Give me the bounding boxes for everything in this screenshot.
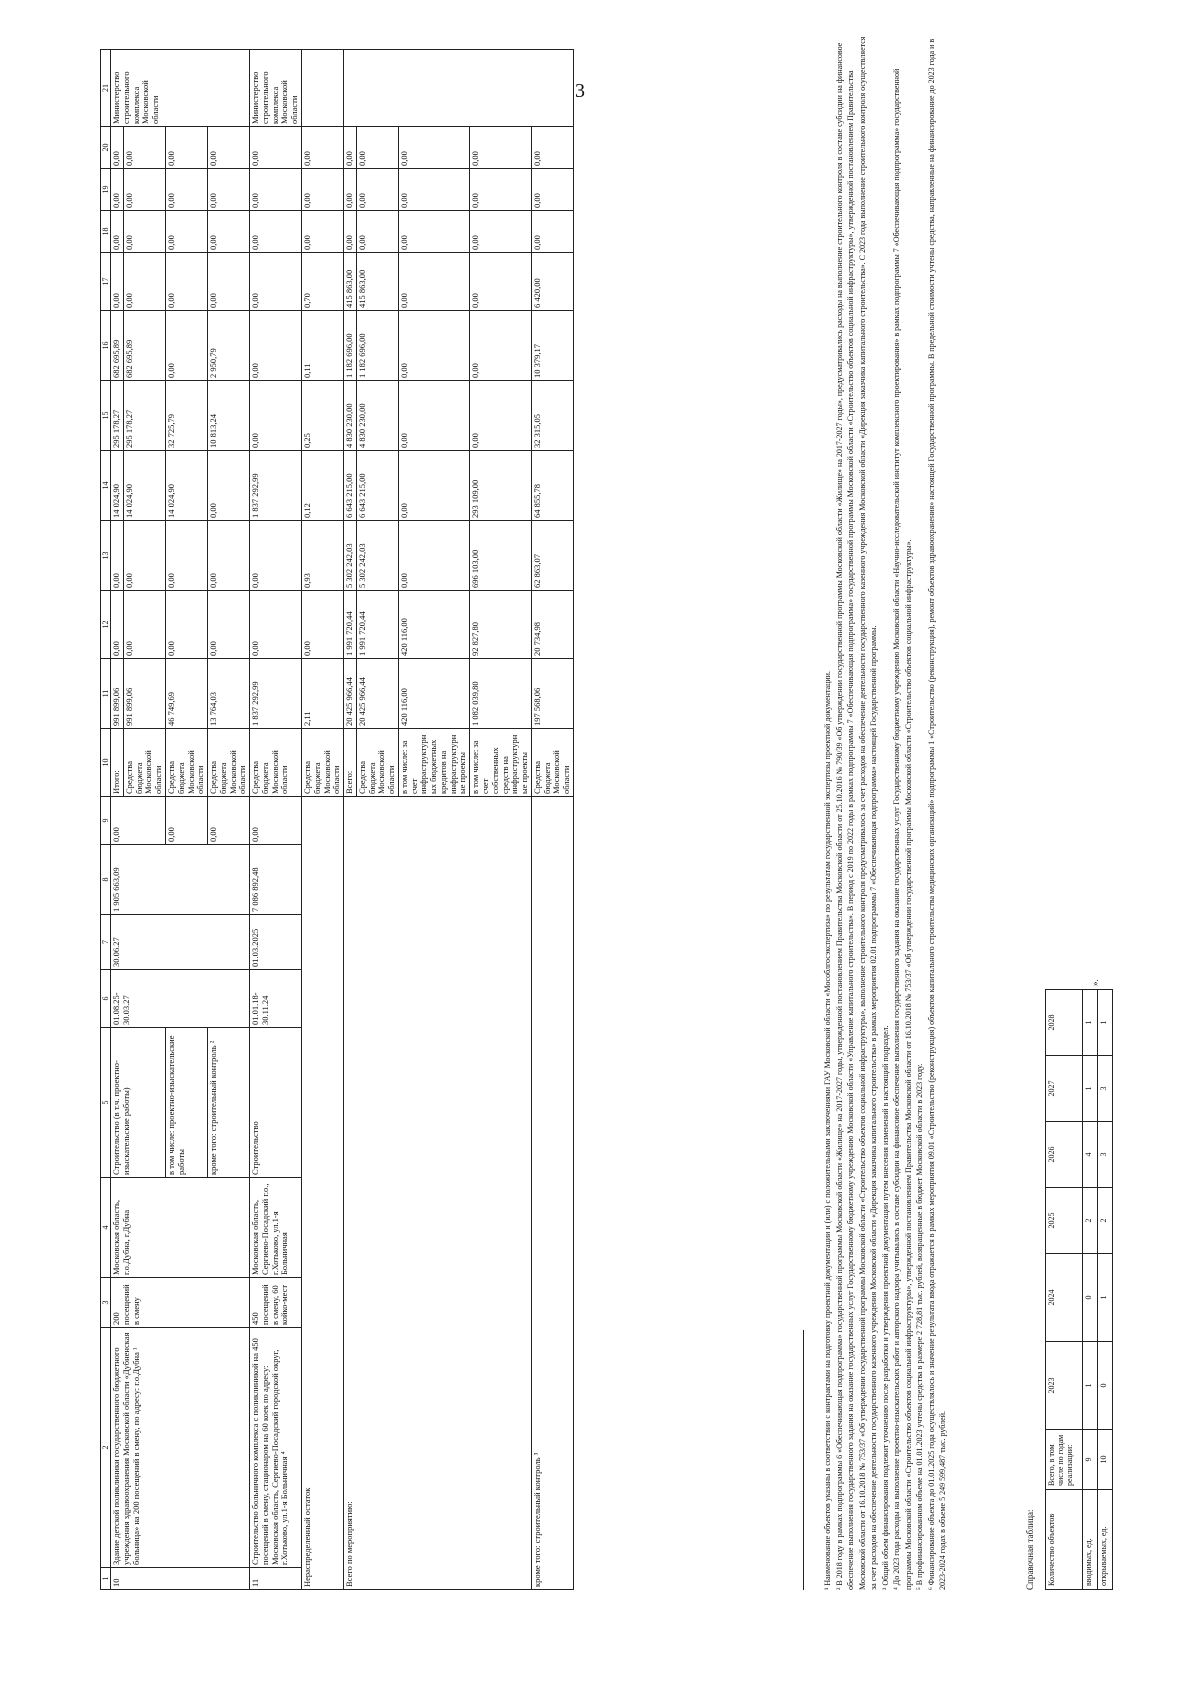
amount-cell: 2 950,79 — [208, 311, 250, 381]
reference-cell: 10 — [1098, 1430, 1113, 1490]
amount-cell: 1 182 696,00 — [356, 311, 398, 381]
amount-cell: 1 082 039,80 — [470, 659, 532, 729]
amount-cell: 0,00 — [344, 169, 357, 211]
amount-cell: 0,00 — [250, 381, 302, 451]
column-number: 3 — [101, 1278, 111, 1328]
amount-cell: 0,00 — [166, 127, 208, 169]
amount-cell: 0,00 — [250, 521, 302, 591]
reference-cell: вводимых, ед. — [1083, 1490, 1098, 1590]
amount-cell: 0,00 — [470, 381, 532, 451]
object-name: Здание детской поликлиники государственного бюджетного учреждения здравоохранения Московской области «Дубненская больница» на 200 посещений в смену, по адресу: г.о.Дубна ¹ — [111, 1328, 250, 1568]
reference-table-title: Справочная таблица: — [1025, 1509, 1035, 1590]
amount-cell: 92 827,80 — [470, 591, 532, 659]
reference-cell: 2 — [1098, 1188, 1113, 1254]
amount-cell: 0,00 — [398, 253, 469, 311]
footnote-rule — [803, 1330, 804, 1590]
amount-cell: 4 830 230,00 — [344, 381, 357, 451]
reference-cell: 1 — [1083, 1056, 1098, 1122]
amount-cell: 0,00 — [208, 169, 250, 211]
amount-cell: 420 116,00 — [398, 591, 469, 659]
funding-source: Итого: — [111, 729, 124, 797]
work-dates: 01.01.18-30.11.24 — [250, 970, 302, 1028]
amount-cell: 0,00 — [356, 127, 398, 169]
object-11-row — [250, 50, 302, 1590]
reference-cell: 2 — [1083, 1188, 1098, 1254]
amount-cell: 295 178,27 — [123, 381, 165, 451]
amount-cell: 1 991 720,44 — [344, 591, 357, 659]
limit-cost: 1 905 663,09 — [111, 845, 250, 915]
column-number: 18 — [101, 211, 111, 253]
amount-cell: 0,11 — [301, 311, 343, 381]
amount-cell: 0,00 — [166, 521, 208, 591]
amount-cell: 20 734,98 — [531, 591, 573, 659]
amount-cell: 0,00 — [208, 253, 250, 311]
reference-cell: 0 — [1083, 1254, 1098, 1342]
amount-cell: 10 813,24 — [208, 381, 250, 451]
amount-cell: 0,00 — [356, 211, 398, 253]
reference-header-cell: 2023 — [1046, 1342, 1083, 1430]
reference-cell: 1 — [1083, 990, 1098, 1056]
amount-cell: 415 863,00 — [356, 253, 398, 311]
amount-cell: 0,00 — [123, 211, 165, 253]
control-label: кроме того: строительный контроль ³ — [531, 797, 573, 1590]
financed-amount: 0,00 — [208, 797, 250, 845]
footnotes — [803, 30, 949, 1590]
column-number: 4 — [101, 1178, 111, 1278]
object-address: Московская область, Сергиево-Посадский г.о., г.Хотьково, ул.1-я Больничная — [250, 1178, 302, 1278]
page-number: 3 — [575, 80, 585, 102]
column-number: 17 — [101, 253, 111, 311]
amount-cell: 0,00 — [250, 127, 302, 169]
amount-cell: 46 749,69 — [166, 659, 208, 729]
funding-source: Средства бюджета Московской области — [166, 729, 208, 797]
reference-header-cell: Всего, в том числе по годам реализации: — [1046, 1430, 1083, 1490]
closing-quote-mark: ». — [1090, 979, 1100, 986]
amount-cell: 5 302 242,03 — [344, 521, 357, 591]
funding-source: Средства бюджета Московской области — [250, 729, 302, 797]
amount-cell: 0,00 — [398, 211, 469, 253]
column-number: 9 — [101, 797, 111, 845]
totals-label: Всего по мероприятию: — [344, 797, 532, 1590]
totals-row — [344, 50, 357, 1590]
amount-cell: 0,00 — [111, 169, 124, 211]
reference-header-cell: 2024 — [1046, 1254, 1083, 1342]
reference-header-row — [1046, 990, 1083, 1590]
amount-cell: 0,00 — [301, 211, 343, 253]
footnote: ⁶ Финансирование объекта до 01.01.2025 года осуществлялось и значение результата ввода отражается в рамках мероприятия 09.01 «Строительство (реконструкция) объектов капитального строительства медицинских организаций» подпрограммы 1 «Строительство (реконструкция), ремонт объектов здравоохранения» настоящей Государственной программы. В предельной стоимости учтены средства, направленные на финансирование до 2023 года и в 2023-2024 годах в объеме 5 249 599,487 тыс. рублей. — [926, 38, 947, 1590]
footnote: ² В 2018 году в рамках подпрограммы 6 «Обеспечивающая подпрограмма» государственной программы Московской области «Жилище» на 2017-2027 годы, утвержденной постановлением Правительства Московской области от 25.10.2016 № 790/39 «Об утверждении государственной программы Московской области «Жилище» на 2017-2027 годы», предусматривались расходы на выполнение строительного контроля в составе субсидии на финансовое обеспечение выполнения государственного задания на оказание государственных услуг Государственному бюджетному учреждению Московской области «Управление капитального строительства». В период с 2019 по 2022 годы в рамках подпрограммы 7 «Обеспечивающая подпрограмма» государственной программы Московской области «Строительство объектов социальной инфраструктуры», утвержденной постановлением Правительства Московской области от 16.10.2018 № 753/37 «Об утверждении государственной программы Московской области «Строительство объектов социальной инфраструктуры», выполнение строительного контроля предусматривалось за счет расходов на обеспечение деятельности государственного казенного учреждения Московской области «Дирекция заказчика капитального строительства». С 2023 года выполнение строительного контроля осуществляется за счет расходов на обеспечение деятельности государственного казенного учреждения Московской области «Дирекция заказчика капитального строительства» в рамках мероприятия 02.01 подпрограммы 7 «Обеспечивающая подпрограмма» настоящей Государственной программы. — [834, 36, 878, 1590]
amount-cell: 295 178,27 — [111, 381, 124, 451]
object-capacity: 450 посещений в смену, 60 койко-мест — [250, 1278, 302, 1328]
amount-cell: 0,00 — [398, 311, 469, 381]
amount-cell: 0,00 — [111, 127, 124, 169]
amount-cell: 14 024,90 — [123, 451, 165, 521]
row-number: 10 — [111, 1568, 250, 1590]
amount-cell: 0,00 — [301, 127, 343, 169]
reference-row — [1098, 990, 1113, 1590]
rotated-landscape-content — [100, 0, 1200, 1590]
column-number: 8 — [101, 845, 111, 915]
column-number: 10 — [101, 729, 111, 797]
financed-amount: 0,00 — [166, 797, 208, 845]
amount-cell: 0,00 — [208, 211, 250, 253]
empty-cell — [301, 50, 343, 127]
amount-cell: 0,00 — [166, 591, 208, 659]
column-number: 6 — [101, 970, 111, 1028]
amount-cell: 991 899,06 — [123, 659, 165, 729]
column-number: 16 — [101, 311, 111, 381]
work-dates: 01.08.25-30.03.27 — [111, 970, 250, 1028]
amount-cell: 1 182 696,00 — [344, 311, 357, 381]
column-number: 7 — [101, 915, 111, 970]
amount-cell: 0,00 — [344, 211, 357, 253]
amount-cell: 32 315,05 — [531, 381, 573, 451]
funding-source: в том числе: за счет инфраструктурных бюджетных кредитов на инфраструктурные проекты — [398, 729, 469, 797]
work-type: Строительство (в т.ч. проектно-изыскательские работы) — [111, 1028, 166, 1178]
reference-cell: 1 — [1098, 1254, 1113, 1342]
work-type: в том числе: проектно-изыскательские работы — [166, 1028, 208, 1178]
amount-cell: 682 695,89 — [111, 311, 124, 381]
reference-cell: 1 — [1083, 1342, 1098, 1430]
financed-amount: 0,00 — [250, 797, 302, 845]
column-number: 14 — [101, 451, 111, 521]
amount-cell: 0,00 — [208, 451, 250, 521]
amount-cell: 0,00 — [123, 591, 165, 659]
footnote: ⁵ В профинансированном объеме на 01.01.2023 учтены средства в размере 2 728,81 тыс. рублей, возвращенные в бюджет Московской области в 2023 году. — [915, 1063, 924, 1590]
amount-cell: 991 899,06 — [111, 659, 124, 729]
work-type: Строительство — [250, 1028, 302, 1178]
footnote: ¹ Наименование объектов указаны в соответствии с контрактами на подготовку проектной документации и (или) с положительными заключениями ГАУ Московской области «Мособлгосэкспертиза» по результатам государственной экспертизы проектной документации. — [823, 671, 832, 1590]
column-number: 2 — [101, 1328, 111, 1568]
amount-cell: 2,11 — [301, 659, 343, 729]
reference-header-cell: 2028 — [1046, 990, 1083, 1056]
amount-cell: 0,00 — [531, 169, 573, 211]
amount-cell: 0,00 — [111, 253, 124, 311]
amount-cell: 0,00 — [470, 311, 532, 381]
funding-source: в том числе: за счет собственных средств на инфраструктурные проекты — [470, 729, 532, 797]
amount-cell: 0,00 — [250, 169, 302, 211]
reference-cell: 3 — [1098, 1122, 1113, 1188]
amount-cell: 4 830 230,00 — [356, 381, 398, 451]
reference-cell: 4 — [1083, 1122, 1098, 1188]
reference-header-cell: 2027 — [1046, 1056, 1083, 1122]
amount-cell: 0,00 — [531, 127, 573, 169]
amount-cell: 32 725,79 — [166, 381, 208, 451]
amount-cell: 0,00 — [470, 211, 532, 253]
row-number: 11 — [250, 1568, 302, 1590]
amount-cell: 0,00 — [250, 211, 302, 253]
amount-cell: 62 863,07 — [531, 521, 573, 591]
amount-cell: 13 764,03 — [208, 659, 250, 729]
funding-source: Средства бюджета Московской области — [531, 729, 573, 797]
reference-header-cell: 2026 — [1046, 1122, 1083, 1188]
funding-source: Средства бюджета Московской области — [208, 729, 250, 797]
amount-cell: 0,00 — [398, 451, 469, 521]
column-number: 12 — [101, 591, 111, 659]
amount-cell: 0,00 — [250, 591, 302, 659]
reference-header-cell: Количество объектов — [1046, 1490, 1083, 1590]
amount-cell: 420 116,00 — [398, 659, 469, 729]
amount-cell: 0,00 — [166, 169, 208, 211]
limit-cost: 7 086 892,48 — [250, 845, 302, 915]
column-number: 21 — [101, 50, 111, 127]
amount-cell: 0,12 — [301, 451, 343, 521]
empty-cell — [344, 50, 574, 127]
reference-table — [1045, 989, 1113, 1590]
funding-source: Средства бюджета Московской области — [356, 729, 398, 797]
reference-cell: открываемых, ед. — [1098, 1490, 1113, 1590]
amount-cell: 293 109,00 — [470, 451, 532, 521]
amount-cell: 64 855,78 — [531, 451, 573, 521]
amount-cell: 0,00 — [250, 253, 302, 311]
amount-cell: 0,00 — [123, 253, 165, 311]
amount-cell: 682 695,89 — [123, 311, 165, 381]
amount-cell: 0,00 — [470, 169, 532, 211]
amount-cell: 0,00 — [111, 591, 124, 659]
amount-cell: 0,00 — [301, 591, 343, 659]
amount-cell: 6 420,00 — [531, 253, 573, 311]
object-10-row — [111, 50, 124, 1590]
funding-source: Средства бюджета Московской области — [301, 729, 343, 797]
amount-cell: 0,00 — [208, 591, 250, 659]
amount-cell: 0,00 — [301, 169, 343, 211]
amount-cell: 0,25 — [301, 381, 343, 451]
amount-cell: 20 425 966,44 — [356, 659, 398, 729]
amount-cell: 6 643 215,00 — [356, 451, 398, 521]
amount-cell: 0,00 — [111, 521, 124, 591]
amount-cell: 14 024,90 — [111, 451, 124, 521]
reference-row — [1083, 990, 1098, 1590]
amount-cell: 0,00 — [398, 169, 469, 211]
amount-cell: 0,00 — [123, 169, 165, 211]
unallocated-label: Нераспределенный остаток — [301, 797, 343, 1590]
column-number: 1 — [101, 1568, 111, 1590]
amount-cell: 0,00 — [166, 253, 208, 311]
amount-cell: 0,00 — [208, 521, 250, 591]
amount-cell: 696 103,00 — [470, 521, 532, 591]
amount-cell: 20 425 966,44 — [344, 659, 357, 729]
financed-amount: 0,00 — [111, 797, 166, 845]
amount-cell: 1 837 292,99 — [250, 451, 302, 521]
reference-header-cell: 2025 — [1046, 1188, 1083, 1254]
completion-date: 01.03.2025 — [250, 915, 302, 970]
customer: Министерство строительного комплекса Московской области — [250, 50, 302, 127]
amount-cell: 0,70 — [301, 253, 343, 311]
amount-cell: 0,00 — [344, 127, 357, 169]
amount-cell: 197 568,06 — [531, 659, 573, 729]
amount-cell: 0,00 — [111, 211, 124, 253]
reference-cell: 9 — [1083, 1430, 1098, 1490]
amount-cell: 0,00 — [470, 253, 532, 311]
completion-date: 30.06.27 — [111, 915, 250, 970]
funding-source: Всего: — [344, 729, 357, 797]
construction-control-row — [531, 50, 573, 1590]
amount-cell: 14 024,90 — [166, 451, 208, 521]
amount-cell: 10 379,17 — [531, 311, 573, 381]
object-address: Московская область, г.о.Дубна, г.Дубна — [111, 1178, 250, 1278]
amount-cell: 6 643 215,00 — [344, 451, 357, 521]
amount-cell: 0,00 — [398, 521, 469, 591]
amount-cell: 0,00 — [398, 381, 469, 451]
amount-cell: 415 863,00 — [344, 253, 357, 311]
amount-cell: 0,00 — [531, 211, 573, 253]
reference-cell: 0 — [1098, 1342, 1113, 1430]
customer: Министерство строительного комплекса Московской области — [111, 50, 250, 127]
column-number: 20 — [101, 127, 111, 169]
column-number: 15 — [101, 381, 111, 451]
amount-cell: 0,00 — [166, 311, 208, 381]
amount-cell: 1 991 720,44 — [356, 591, 398, 659]
amount-cell: 0,00 — [208, 127, 250, 169]
column-number: 5 — [101, 1028, 111, 1178]
amount-cell: 0,00 — [166, 211, 208, 253]
object-capacity: 200 посещений в смену — [111, 1278, 250, 1328]
funding-source: Средства бюджета Московской области — [123, 729, 165, 797]
reference-cell: 3 — [1098, 1056, 1113, 1122]
amount-cell: 0,93 — [301, 521, 343, 591]
column-number: 19 — [101, 169, 111, 211]
financing-table — [100, 49, 574, 1590]
amount-cell: 0,00 — [123, 521, 165, 591]
reference-cell: 1 — [1098, 990, 1113, 1056]
amount-cell: 0,00 — [123, 127, 165, 169]
amount-cell: 5 302 242,03 — [356, 521, 398, 591]
amount-cell: 0,00 — [470, 127, 532, 169]
amount-cell: 0,00 — [398, 127, 469, 169]
work-type: кроме того: строительный контроль ² — [208, 1028, 250, 1178]
column-number: 11 — [101, 659, 111, 729]
amount-cell: 0,00 — [356, 169, 398, 211]
footnote: ³ Общий объем финансирования подлежит уточнению после разработки и утверждения проектной документации путем внесения изменений в настоящий подраздел. — [880, 1025, 890, 1590]
amount-cell: 0,00 — [250, 311, 302, 381]
column-number-row — [101, 50, 111, 1590]
column-number: 13 — [101, 521, 111, 591]
unallocated-row — [301, 50, 343, 1590]
amount-cell: 1 837 292,99 — [250, 659, 302, 729]
footnote: ⁴ До 2023 года расходы на выполнение проектно-изыскательских работ и авторского надзора учитывались в составе субсидии на финансовое обеспечение выполнения государственного задания на оказание государственных услуг Государственному бюджетному учреждению Московской области «Научно-исследовательский институт комплексного проектирования» в рамках подпрограммы 7 «Обеспечивающая подпрограмма» государственной программы Московской области «Строительство объектов социальной инфраструктуры», утвержденной постановлением Правительства Московской области от 16.10.2018 № 753/37 «Об утверждении государственной программы Московской области «Строительство объектов социальной инфраструктуры». — [892, 68, 913, 1590]
object-name: Строительство больничного комплекса с поликлиникой на 450 посещений в смену, стационаром на 60 коек по адресу: Московская область, Сергиево-Посадский городской округ, г.Хотьково, ул.1-я Больничная ⁴ — [250, 1328, 302, 1568]
